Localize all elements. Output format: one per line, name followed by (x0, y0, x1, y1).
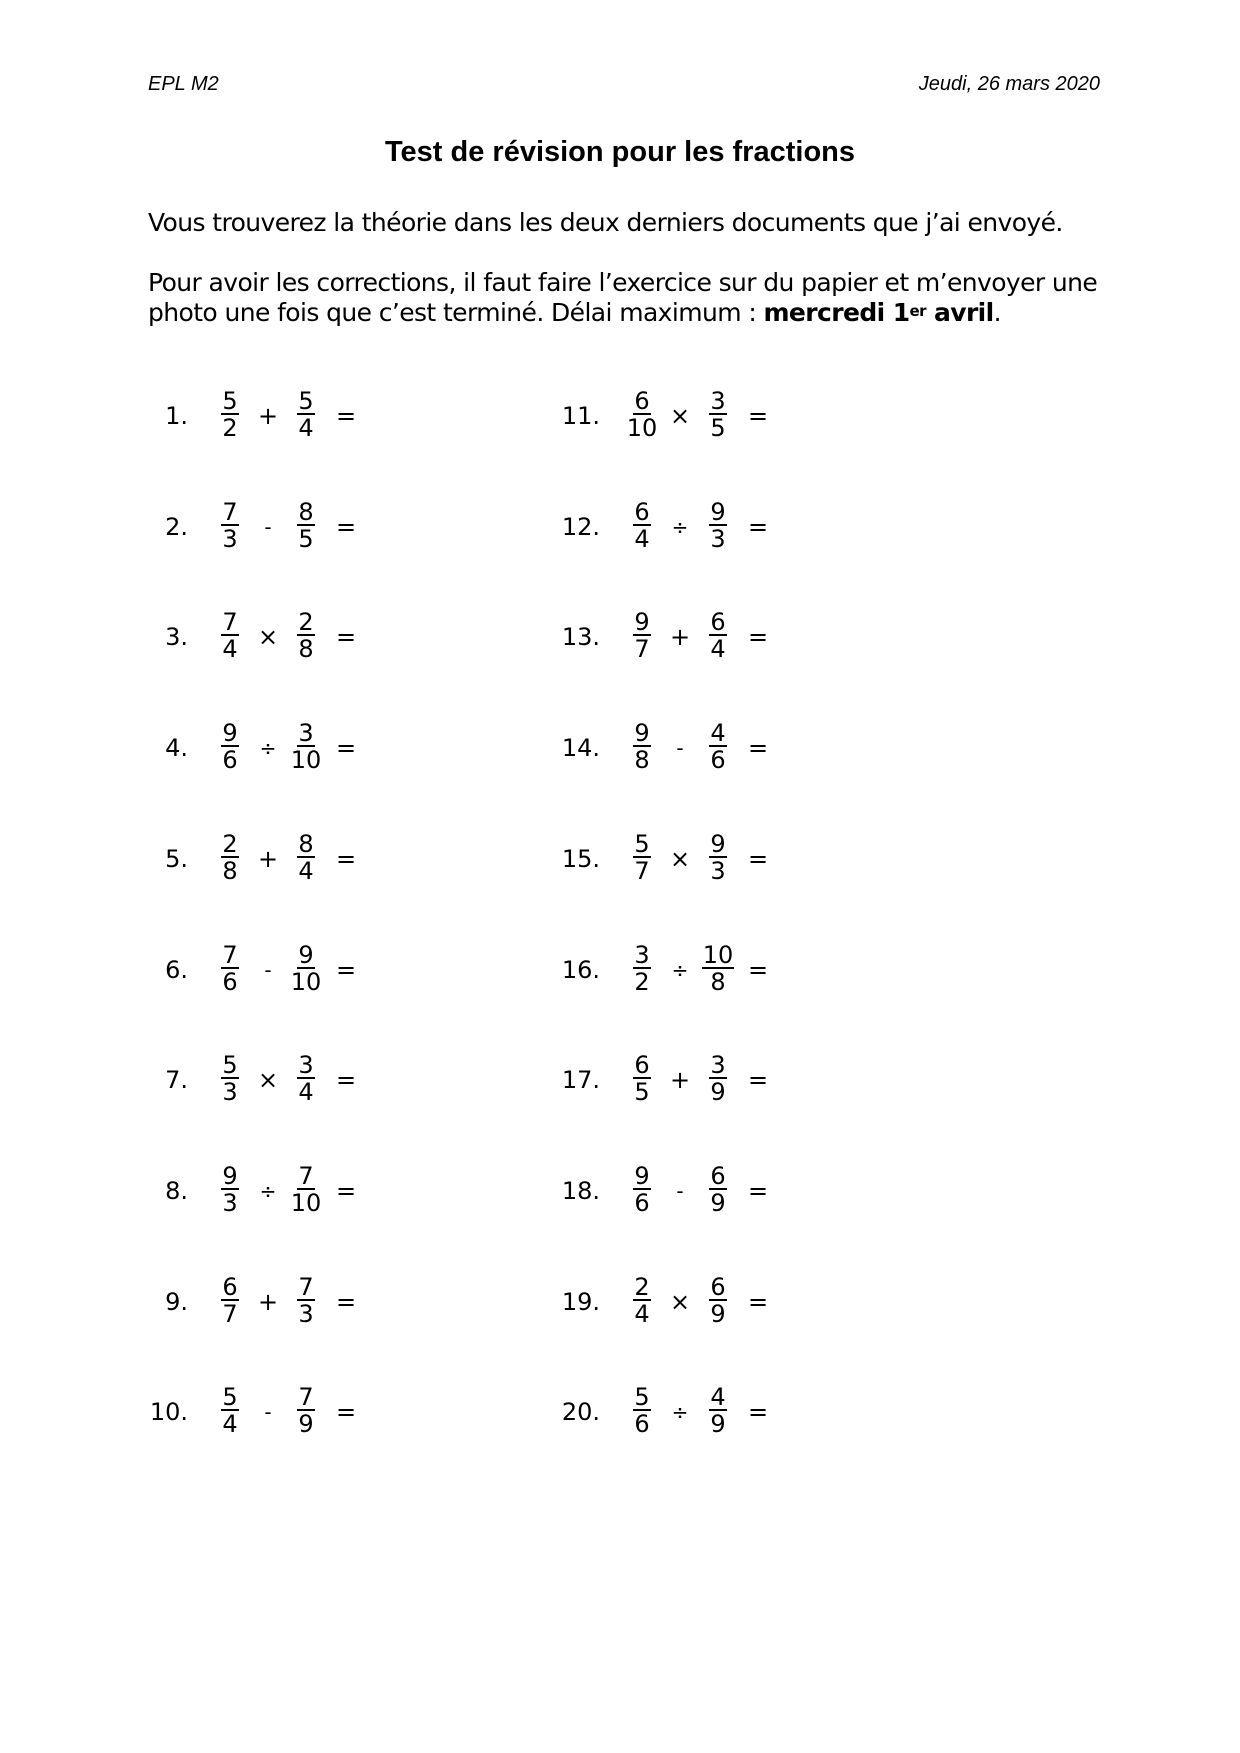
exercise-number: 12. (561, 513, 600, 541)
exercise-item (150, 1274, 510, 1330)
exercise-number: 8. (165, 1177, 188, 1205)
fraction-second (698, 609, 738, 662)
equals-sign: = (748, 1398, 769, 1426)
numerator: 7 (222, 941, 238, 969)
equals-sign: = (748, 513, 769, 541)
numerator: 6 (710, 1162, 726, 1190)
numerator: 9 (222, 719, 238, 747)
fraction-second (698, 388, 738, 441)
operator: × (257, 1066, 279, 1094)
exercise-number: 20. (561, 1398, 600, 1426)
denominator: 9 (710, 1300, 726, 1328)
fraction-second (286, 1163, 326, 1216)
fraction-first (622, 720, 662, 773)
exercise-number: 3. (165, 623, 188, 651)
denominator: 6 (222, 968, 238, 996)
numerator: 10 (702, 941, 734, 969)
denominator: 10 (290, 746, 322, 774)
numerator: 6 (710, 608, 726, 636)
fraction-first (622, 831, 662, 884)
numerator: 4 (710, 1383, 726, 1411)
header-class-label: EPL M2 (148, 73, 219, 95)
fraction-second (286, 609, 326, 662)
numerator: 6 (634, 498, 650, 526)
fraction-first (210, 1052, 250, 1105)
exercise-item (562, 388, 922, 444)
exercise-item (562, 831, 922, 887)
equals-sign: = (336, 402, 357, 430)
equals-sign: = (336, 845, 357, 873)
exercise-number: 7. (165, 1066, 188, 1094)
equals-sign: = (748, 734, 769, 762)
fraction-first (210, 720, 250, 773)
operator: ÷ (671, 1400, 689, 1424)
fraction-first (210, 388, 250, 441)
exercise-item (562, 720, 922, 776)
denominator: 7 (634, 857, 650, 885)
numerator: 2 (298, 608, 314, 636)
denominator: 6 (634, 1189, 650, 1217)
numerator: 7 (222, 498, 238, 526)
equals-sign: = (748, 1177, 769, 1205)
exercise-item (150, 942, 510, 998)
exercise-item (562, 499, 922, 555)
operator: × (669, 402, 691, 430)
operator: ÷ (671, 515, 689, 539)
numerator: 6 (222, 1273, 238, 1301)
operator: - (264, 1400, 272, 1424)
numerator: 6 (710, 1273, 726, 1301)
page-title: Test de révision pour les fractions (384, 136, 856, 168)
operator: - (676, 736, 684, 760)
equals-sign: = (336, 956, 357, 984)
equals-sign: = (748, 956, 769, 984)
fraction-second (698, 942, 738, 995)
exercise-item (150, 1163, 510, 1219)
equals-sign: = (336, 623, 357, 651)
fraction-first (210, 1163, 250, 1216)
fraction-second (286, 720, 326, 773)
numerator: 5 (298, 387, 314, 415)
operator: + (257, 845, 279, 873)
fraction-first (210, 831, 250, 884)
deadline-end: avril (925, 298, 994, 327)
equals-sign: = (748, 1288, 769, 1316)
instructions-text: Pour avoir les corrections, il faut faire l’exercice sur du papier et m’envoyer une photo une fois que c’est terminé. Délai maximum : (148, 268, 1098, 327)
numerator: 9 (710, 498, 726, 526)
fraction-second (286, 1384, 326, 1437)
instructions-end: . (993, 298, 1001, 327)
operator: + (669, 623, 691, 651)
denominator: 3 (298, 1300, 314, 1328)
exercise-item (150, 388, 510, 444)
exercise-item (562, 1384, 922, 1440)
equals-sign: = (336, 734, 357, 762)
operator: - (676, 1179, 684, 1203)
operator: × (669, 1288, 691, 1316)
exercise-number: 19. (561, 1288, 600, 1316)
fraction-second (286, 388, 326, 441)
denominator: 9 (710, 1189, 726, 1217)
fraction-second (286, 831, 326, 884)
operator: × (669, 845, 691, 873)
exercise-number: 2. (165, 513, 188, 541)
exercise-number: 13. (561, 623, 600, 651)
numerator: 4 (710, 719, 726, 747)
denominator: 3 (222, 1078, 238, 1106)
denominator: 9 (298, 1410, 314, 1438)
denominator: 2 (222, 414, 238, 442)
denominator: 4 (634, 525, 650, 553)
numerator: 3 (710, 387, 726, 415)
denominator: 3 (222, 525, 238, 553)
equals-sign: = (336, 1288, 357, 1316)
numerator: 5 (222, 1051, 238, 1079)
exercise-number: 11. (561, 402, 600, 430)
denominator: 4 (710, 635, 726, 663)
denominator: 8 (298, 635, 314, 663)
fraction-second (698, 1052, 738, 1105)
numerator: 7 (298, 1273, 314, 1301)
operator: - (264, 958, 272, 982)
denominator: 2 (634, 968, 650, 996)
fraction-first (210, 1274, 250, 1327)
numerator: 3 (298, 1051, 314, 1079)
fraction-first (622, 1052, 662, 1105)
numerator: 5 (222, 1383, 238, 1411)
equals-sign: = (336, 1177, 357, 1205)
exercise-number: 17. (561, 1066, 600, 1094)
fraction-first (210, 499, 250, 552)
denominator: 3 (710, 857, 726, 885)
equals-sign: = (748, 623, 769, 651)
operator: × (257, 623, 279, 651)
denominator: 8 (222, 857, 238, 885)
numerator: 5 (634, 830, 650, 858)
operator: ÷ (259, 1179, 277, 1203)
operator: - (264, 515, 272, 539)
exercise-item (150, 720, 510, 776)
exercise-number: 14. (561, 734, 600, 762)
denominator: 7 (222, 1300, 238, 1328)
exercise-number: 1. (165, 402, 188, 430)
numerator: 9 (634, 1162, 650, 1190)
numerator: 3 (710, 1051, 726, 1079)
fraction-first (622, 388, 662, 441)
denominator: 8 (710, 968, 726, 996)
denominator: 6 (710, 746, 726, 774)
denominator: 10 (290, 968, 322, 996)
exercise-number: 16. (561, 956, 600, 984)
exercise-item (150, 609, 510, 665)
intro-paragraph: Vous trouverez la théorie dans les deux derniers documents que j’ai envoyé. (148, 208, 1063, 237)
numerator: 9 (634, 719, 650, 747)
denominator: 3 (222, 1189, 238, 1217)
exercise-number: 9. (165, 1288, 188, 1316)
deadline (763, 298, 993, 327)
denominator: 4 (222, 1410, 238, 1438)
denominator: 4 (222, 635, 238, 663)
numerator: 3 (634, 941, 650, 969)
fraction-first (622, 1274, 662, 1327)
fraction-second (286, 942, 326, 995)
exercise-number: 6. (165, 956, 188, 984)
exercise-item (150, 831, 510, 887)
numerator: 8 (298, 830, 314, 858)
fraction-first (622, 942, 662, 995)
numerator: 5 (634, 1383, 650, 1411)
exercise-number: 5. (165, 845, 188, 873)
fraction-first (622, 1163, 662, 1216)
denominator: 9 (710, 1410, 726, 1438)
denominator: 6 (222, 746, 238, 774)
denominator: 7 (634, 635, 650, 663)
fraction-first (622, 609, 662, 662)
exercise-item (562, 942, 922, 998)
numerator: 7 (298, 1162, 314, 1190)
exercise-number: 18. (561, 1177, 600, 1205)
equals-sign: = (336, 513, 357, 541)
numerator: 9 (634, 608, 650, 636)
fraction-first (210, 609, 250, 662)
denominator: 4 (298, 414, 314, 442)
exercise-item (562, 1052, 922, 1108)
exercise-item (150, 1384, 510, 1440)
fraction-second (698, 1274, 738, 1327)
numerator: 9 (222, 1162, 238, 1190)
denominator: 4 (298, 1078, 314, 1106)
instructions-paragraph (148, 268, 1108, 328)
fraction-first (622, 1384, 662, 1437)
fraction-second (286, 499, 326, 552)
fraction-second (698, 499, 738, 552)
numerator: 2 (634, 1273, 650, 1301)
denominator: 5 (634, 1078, 650, 1106)
denominator: 3 (710, 525, 726, 553)
numerator: 6 (634, 1051, 650, 1079)
equals-sign: = (748, 845, 769, 873)
operator: + (669, 1066, 691, 1094)
fraction-second (698, 831, 738, 884)
operator: + (257, 1288, 279, 1316)
numerator: 7 (222, 608, 238, 636)
exercise-item (150, 1052, 510, 1108)
denominator: 9 (710, 1078, 726, 1106)
denominator: 6 (634, 1410, 650, 1438)
fraction-first (622, 499, 662, 552)
denominator: 4 (634, 1300, 650, 1328)
numerator: 8 (298, 498, 314, 526)
numerator: 7 (298, 1383, 314, 1411)
operator: ÷ (259, 736, 277, 760)
denominator: 4 (298, 857, 314, 885)
equals-sign: = (336, 1398, 357, 1426)
fraction-second (286, 1274, 326, 1327)
exercise-item (562, 1274, 922, 1330)
equals-sign: = (336, 1066, 357, 1094)
denominator: 5 (298, 525, 314, 553)
numerator: 6 (634, 387, 650, 415)
fraction-second (286, 1052, 326, 1105)
fraction-second (698, 1163, 738, 1216)
exercise-item (150, 499, 510, 555)
operator: + (257, 402, 279, 430)
header-date: Jeudi, 26 mars 2020 (918, 73, 1100, 95)
fraction-second (698, 720, 738, 773)
deadline-superscript: er (909, 302, 926, 320)
exercise-number: 10. (149, 1398, 188, 1426)
denominator: 5 (710, 414, 726, 442)
denominator: 8 (634, 746, 650, 774)
numerator: 3 (298, 719, 314, 747)
numerator: 9 (710, 830, 726, 858)
equals-sign: = (748, 402, 769, 430)
operator: ÷ (671, 958, 689, 982)
exercise-number: 15. (561, 845, 600, 873)
fraction-first (210, 1384, 250, 1437)
exercise-number: 4. (165, 734, 188, 762)
fraction-second (698, 1384, 738, 1437)
denominator: 10 (290, 1189, 322, 1217)
numerator: 5 (222, 387, 238, 415)
fraction-first (210, 942, 250, 995)
exercise-item (562, 609, 922, 665)
numerator: 2 (222, 830, 238, 858)
exercise-item (562, 1163, 922, 1219)
denominator: 10 (626, 414, 658, 442)
equals-sign: = (748, 1066, 769, 1094)
deadline-main: mercredi 1 (763, 298, 910, 327)
numerator: 9 (298, 941, 314, 969)
